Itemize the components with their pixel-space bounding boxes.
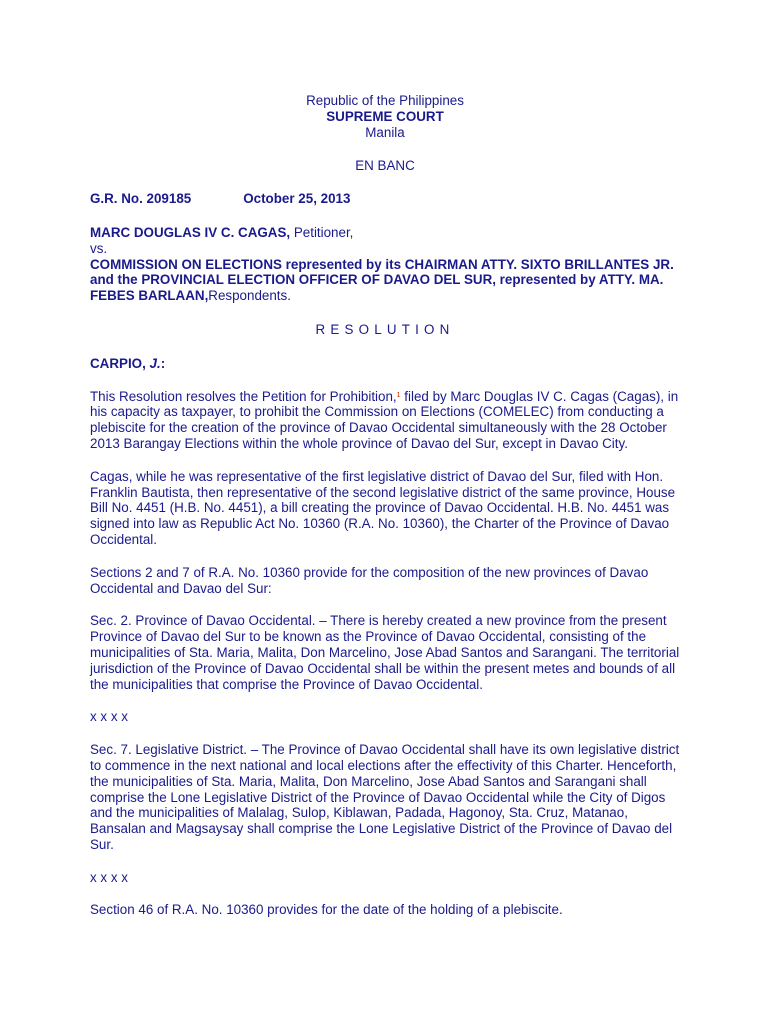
respondents-role: Respondents. xyxy=(208,288,291,304)
paragraph-intro-text-a: This Resolution resolves the Petition for Prohibition, xyxy=(90,388,397,404)
court-name: SUPREME COURT xyxy=(326,108,444,124)
omission-separator: x x x x xyxy=(90,869,128,885)
paragraph-section-46: Section 46 of R.A. No. 10360 provides for the date of the holding of a plebiscite. xyxy=(90,902,563,918)
petitioner-line xyxy=(90,225,680,241)
ponente-title: J. xyxy=(149,355,161,371)
versus-label: vs. xyxy=(90,240,108,256)
case-parties xyxy=(90,225,680,304)
paragraph-background: Cagas, while he was representative of the first legislative district of Davao del Sur, filed with Hon. Franklin Bautista, then representative of the second legislative district of the same province, House Bill No. 4451 (H.B. No. 4451), a bill creating the province of Davao Occidental. H.B. No. 4451 was signed into law as Republic Act No. 10360 (R.A. No. 10360), the Charter of the Province of Davao Occidental. xyxy=(90,468,676,547)
ponente-colon: : xyxy=(160,355,166,371)
petitioner-name: MARC DOUGLAS IV C. CAGAS, xyxy=(90,224,291,240)
document-page xyxy=(90,93,680,918)
paragraph-intro-text-b: filed by Marc Douglas IV C. Cagas (Cagas), in his capacity as taxpayer, to prohibit the Commission on Elections (COMELEC) from conducting a plebiscite for the creation of the province of Davao Occidental simultaneously with the 28 October 2013 Barangay Elections within the whole province of Davao del Sur, except in Davao City. xyxy=(90,388,679,451)
paragraph-section-2: Sec. 2. Province of Davao Occidental. – There is hereby created a new province from the present Province of Davao del Sur to be known as the Province of Davao Occidental, consisting of the municipalities of Sta. Maria, Malita, Don Marcelino, Jose Abad Santos and Sarangani. The territorial jurisdiction of the Province of Davao Occidental shall be within the present metes and bounds of all the municipalities that comprise the Province of Davao Occidental. xyxy=(90,613,680,692)
omission-separator: x x x x xyxy=(90,709,128,725)
gr-number: G.R. No. 209185 xyxy=(90,191,192,207)
paragraph-section-7: Sec. 7. Legislative District. – The Province of Davao Occidental shall have its own legislative district to commence in the next national and local elections after the effectivity of this Charter. Henceforth, the municipalities of Sta. Maria, Malita, Don Marcelino, Jose Abad Santos and Sarangani shall comprise the Lone Legislative District of the Province of Davao Occidental while the City of Digos and the municipalities of Malalag, Sulop, Kiblawan, Padada, Hagonoy, Sta. Cruz, Matanao, Bansalan and Magsaysay shall comprise the Lone Legislative District of the Province of Davao del Sur. xyxy=(90,742,680,852)
case-date: October 25, 2013 xyxy=(243,191,351,207)
paragraph-sections-intro: Sections 2 and 7 of R.A. No. 10360 provide for the composition of the new provinces of Davao Occidental and Davao del Sur: xyxy=(90,564,649,596)
division-label: EN BANC xyxy=(355,158,415,174)
resolution-title: RESOLUTION xyxy=(315,321,455,337)
court-header xyxy=(90,93,680,140)
petitioner-role: Petitioner, xyxy=(290,224,354,240)
case-info xyxy=(90,191,680,207)
footnote-link[interactable]: 1 xyxy=(396,391,401,399)
ponente-name: CARPIO, xyxy=(90,355,150,371)
court-city: Manila xyxy=(365,124,405,140)
respondents-line xyxy=(90,257,680,304)
respondents-name: COMMISSION ON ELECTIONS represented by its CHAIRMAN ATTY. SIXTO BRILLANTES JR. and the PROVINCIAL ELECTION OFFICER OF DAVAO DEL SUR, represented by ATTY. MA. FEBES BARLAAN, xyxy=(90,256,674,304)
paragraph-intro xyxy=(90,389,680,452)
ponente xyxy=(90,356,680,372)
republic-line: Republic of the Philippines xyxy=(306,93,464,108)
